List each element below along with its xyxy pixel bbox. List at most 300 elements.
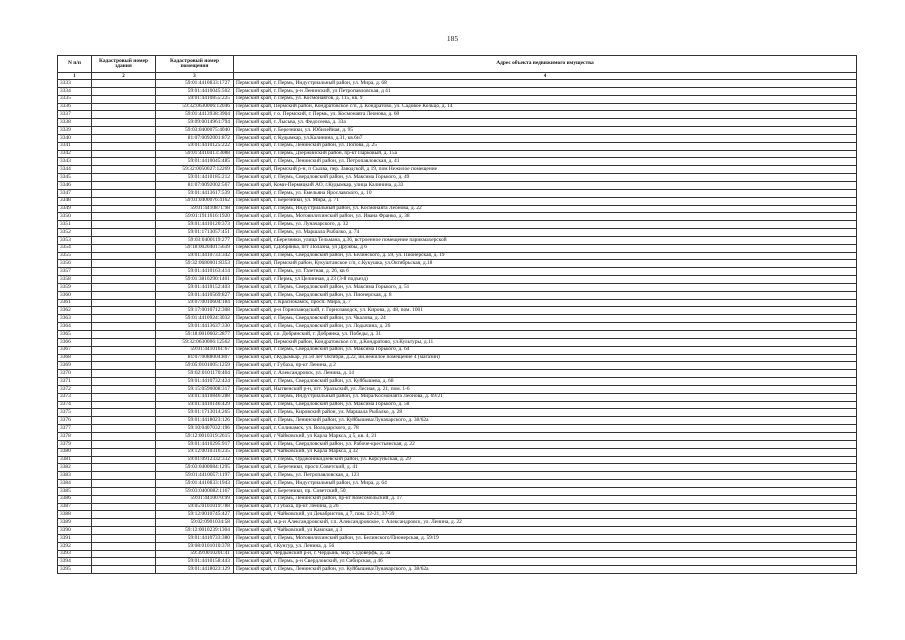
row-number: 3355 — [58, 252, 92, 260]
building-cadastral-cell — [92, 362, 156, 370]
row-number: 3358 — [58, 276, 92, 284]
premises-cadastral-cell: 59:32:0680001:8353 — [156, 260, 234, 268]
premises-cadastral-cell: 59:03:0400076:4162 — [156, 197, 234, 205]
row-number: 3359 — [58, 283, 92, 291]
row-number: 3369 — [58, 362, 92, 370]
row-number: 3333 — [58, 80, 92, 88]
address-cell: Пермский край, г. Пермь, р-н Ленинский, ул Петропавловская, д 41 — [234, 87, 857, 95]
row-number: 3385 — [58, 487, 92, 495]
row-number: 3393 — [58, 550, 92, 558]
address-cell: Пермский край, г. Пермь, Кировский район, ул. Маршала Рыбалко, д. 28 — [234, 409, 857, 417]
row-number: 3360 — [58, 291, 92, 299]
table-row — [58, 472, 857, 480]
address-cell: Пермский край, г. Кудымкар, ул.Калинина, д.31, кв.6н7 — [234, 134, 857, 142]
building-cadastral-cell — [92, 80, 156, 88]
address-cell: Пермский край, р-н Горнозаводский, г. Горнозаводск, ул. Кирова, д. 48, пом. 1001 — [234, 307, 857, 315]
table-row — [58, 307, 857, 315]
address-cell: Пермский край, г. Пермь, Ленинский район, ул. Куйбышева/Луначарского, д. 38/62а — [234, 417, 857, 425]
row-number: 3383 — [58, 472, 92, 480]
building-cadastral-cell — [92, 221, 156, 229]
row-number: 3391 — [58, 534, 92, 542]
building-cadastral-cell — [92, 425, 156, 433]
table-row — [58, 315, 857, 323]
row-number: 3363 — [58, 315, 92, 323]
table-row — [58, 323, 857, 331]
table-row — [58, 119, 857, 127]
address-cell: Пермский край, г. Пермь, Свердловский район, ул. Чкалова, д. 24 — [234, 315, 857, 323]
building-cadastral-cell — [92, 174, 156, 182]
address-cell: Пермский край, г Губаха, пр-кт Ленина, д 26 — [234, 503, 857, 511]
row-number: 3367 — [58, 346, 92, 354]
address-cell: Пермский край, г. Пермь, ул. Емельяна Ярославского, д. 10 — [234, 189, 857, 197]
row-number: 3390 — [58, 527, 92, 535]
table-row — [58, 236, 857, 244]
premises-cadastral-cell: 59:01:4410733:380 — [156, 534, 234, 542]
premises-cadastral-cell: 59:32:0050027:12269 — [156, 166, 234, 174]
address-cell: Пермский край, г. Пермь, Орджоникидзевский район, ул. Корсуньская, д. 29 — [234, 456, 857, 464]
premises-cadastral-cell: 59:03:0400075:4040 — [156, 127, 234, 135]
premises-cadastral-cell: 59:01:4410158:443 — [156, 558, 234, 566]
table-row — [58, 181, 857, 189]
address-cell: Пермский край, г. Пермь, ул. Космонавтов, д. 115, кв. 9 — [234, 95, 857, 103]
building-cadastral-cell — [92, 268, 156, 276]
address-cell: Пермский край, г. Пермь, Свердловский район, ул. Белинского, д. 59, ул. Пионерская, д. 19 — [234, 252, 857, 260]
property-table — [57, 55, 857, 574]
building-cadastral-cell — [92, 511, 156, 519]
premises-cadastral-cell: 59:05:0101005:1259 — [156, 362, 234, 370]
row-number: 3388 — [58, 511, 92, 519]
address-cell: Пермский край, м.р-н Александровский, г.п. Александровское, г. Александровск, ул. Ленина, д. 22 — [234, 519, 857, 527]
building-cadastral-cell — [92, 189, 156, 197]
row-number: 3346 — [58, 181, 92, 189]
row-number: 3366 — [58, 338, 92, 346]
header-premises-cadastral: Кадастровый номер помещения — [156, 56, 234, 73]
address-cell: Пермский край, г. Пермь, Ленинский район, ул. Петропавловская, д. 41 — [234, 158, 857, 166]
address-cell: Пермский край, г. Пермь, Индустриальный район, ул. Мира/Космонавта Леонова, д. 69/21 — [234, 393, 857, 401]
building-cadastral-cell — [92, 236, 156, 244]
premises-cadastral-cell: 59:01:4410855:225 — [156, 95, 234, 103]
address-cell: Пермский край, г. Лысьва, ул. Федосеева, д. 33а — [234, 119, 857, 127]
table-row — [58, 519, 857, 527]
building-cadastral-cell — [92, 260, 156, 268]
building-cadastral-cell — [92, 401, 156, 409]
building-cadastral-cell — [92, 166, 156, 174]
premises-cadastral-cell: 59:01:1713014:265 — [156, 409, 234, 417]
premises-cadastral-cell: 59:02:0901034:58 — [156, 519, 234, 527]
table-row — [58, 511, 857, 519]
address-cell: Пермский край, г. Краснокамск, просп. Мира, д. 7 — [234, 299, 857, 307]
table-row — [58, 166, 857, 174]
address-cell: Пермский край, г. Соликамск, ул. Володарского, д. 78 — [234, 425, 857, 433]
row-number: 3371 — [58, 378, 92, 386]
building-cadastral-cell — [92, 95, 156, 103]
address-cell: Пермский край, г. Пермь, Свердловский район, ул. Куйбышева, д. 68 — [234, 378, 857, 386]
address-cell: Пермский край, г. Пермь, ул. Газетная, д. 26, кв 6 — [234, 268, 857, 276]
address-cell: Пермский край, г.Кудымкар, ул.50 лет Октября, д.22, ин.нежилое помещение 4 (магазин) — [234, 354, 857, 362]
row-number: 3335 — [58, 95, 92, 103]
header-row-number: N п/п — [58, 56, 92, 73]
building-cadastral-cell — [92, 150, 156, 158]
premises-cadastral-cell: 59:01:4410146:429 — [156, 401, 234, 409]
row-number: 3382 — [58, 464, 92, 472]
premises-cadastral-cell: 59:01:4410161:67 — [156, 346, 234, 354]
row-number: 3392 — [58, 542, 92, 550]
building-cadastral-cell — [92, 205, 156, 213]
premises-cadastral-cell: 59:03:0400119:277 — [156, 236, 234, 244]
row-number: 3365 — [58, 331, 92, 339]
premises-cadastral-cell: 59:01:4410295:917 — [156, 440, 234, 448]
row-number: 3362 — [58, 307, 92, 315]
row-number: 3394 — [58, 558, 92, 566]
address-cell: Пермский край, Пермский р-н, п Сылва, пер. Заводской, д 19, пом Нежилое помещение — [234, 166, 857, 174]
address-cell: Пермский край, г. Пермь, ул. Петропавловская, д. 123 — [234, 472, 857, 480]
row-number: 3378 — [58, 432, 92, 440]
row-number: 3364 — [58, 323, 92, 331]
address-cell: Пермский край, г. Пермь, Свердловский район, ул. Максима Горького, д. 51 — [234, 283, 857, 291]
address-cell: Пермский край, г. Пермь, Свердловский район, ул. Максима Горького, д. 58 — [234, 401, 857, 409]
building-cadastral-cell — [92, 127, 156, 135]
premises-cadastral-cell: 59:02:0101170:404 — [156, 370, 234, 378]
table-row — [58, 495, 857, 503]
table-row — [58, 244, 857, 252]
building-cadastral-cell — [92, 158, 156, 166]
row-number: 3341 — [58, 142, 92, 150]
premises-cadastral-cell: 59:01:4410185:212 — [156, 174, 234, 182]
building-cadastral-cell — [92, 393, 156, 401]
row-number: 3352 — [58, 229, 92, 237]
row-number: 3354 — [58, 244, 92, 252]
building-cadastral-cell — [92, 315, 156, 323]
premises-cadastral-cell: 59:01:4413617:539 — [156, 189, 234, 197]
header-index-1: 1 — [58, 73, 92, 80]
table-row — [58, 480, 857, 488]
table-row — [58, 487, 857, 495]
address-cell: Пермский край, г. Березники, ул. Юбилейная, д. 95 — [234, 127, 857, 135]
address-cell: Пермский край, г.Добрянка, пгт Полазна, ул Дружбы, д 6 — [234, 244, 857, 252]
address-cell: Пермский край, г. Пермь, Индустриальный район, ул. Космонавта Леонова, д. 22 — [234, 205, 857, 213]
address-cell: Пермский край, Пермский район, Кондратовское с/п, д. Кондратово, ул. Садовое Кольцо, д. 14 — [234, 103, 857, 111]
header-address: Адрес объекта недвижимого имущества — [234, 56, 857, 73]
row-number: 3374 — [58, 401, 92, 409]
premises-cadastral-cell: 59:01:4413938:3904 — [156, 111, 234, 119]
address-cell: Пермский край, Пермский район, Кондратовское с/п, д.Кондратово, ул.Культуры, д.11 — [234, 338, 857, 346]
address-cell: Пермский край, г Чайковский, ул Декабристов, д 7, пом. 12-21, 37-39 — [234, 511, 857, 519]
building-cadastral-cell — [92, 276, 156, 284]
address-cell: Пермский край, Пермский район, Кукуштанское с/п, с.Кукушка, ул.Октябрьская, д.18 — [234, 260, 857, 268]
row-number: 3373 — [58, 393, 92, 401]
table-row — [58, 127, 857, 135]
premises-cadastral-cell: 59:08:0101010:378 — [156, 542, 234, 550]
address-cell: Пермский край, г. Пермь, Индустриальный район, ул. Мира, д. 68 — [234, 80, 857, 88]
row-number: 3381 — [58, 456, 92, 464]
building-cadastral-cell — [92, 229, 156, 237]
building-cadastral-cell — [92, 385, 156, 393]
table-row — [58, 393, 857, 401]
premises-cadastral-cell: 59:18:0010602:2877 — [156, 331, 234, 339]
building-cadastral-cell — [92, 487, 156, 495]
row-number: 3372 — [58, 385, 92, 393]
address-cell: Пермский край, г о. Пермский, г. Пермь, ул. Космонавта Леонова, д. 60 — [234, 111, 857, 119]
building-cadastral-cell — [92, 119, 156, 127]
row-number: 3343 — [58, 158, 92, 166]
table-row — [58, 527, 857, 535]
building-cadastral-cell — [92, 542, 156, 550]
building-cadastral-cell — [92, 448, 156, 456]
premises-cadastral-cell: 59:01:4410045:485 — [156, 158, 234, 166]
premises-cadastral-cell: 59:01:4410070:99 — [156, 495, 234, 503]
row-number: 3336 — [58, 103, 92, 111]
premises-cadastral-cell: 59:01:4410846:288 — [156, 393, 234, 401]
building-cadastral-cell — [92, 472, 156, 480]
table-row — [58, 197, 857, 205]
building-cadastral-cell — [92, 181, 156, 189]
row-number: 3338 — [58, 119, 92, 127]
address-cell: Пермский край, г. Александровск, ул. Ленина, д. 14 — [234, 370, 857, 378]
table-row — [58, 534, 857, 542]
building-cadastral-cell — [92, 527, 156, 535]
row-number: 3348 — [58, 197, 92, 205]
premises-cadastral-cell: 59:01:4410733:342 — [156, 252, 234, 260]
premises-cadastral-cell: 59:18:0020401:5639 — [156, 244, 234, 252]
row-number: 3334 — [58, 87, 92, 95]
premises-cadastral-cell: 59:05:0101019:788 — [156, 503, 234, 511]
address-cell: Пермский край, Чердынский р-н, г. Чердынь, мкр. Судоверфь, д. 3а — [234, 550, 857, 558]
table-row — [58, 268, 857, 276]
row-number: 3368 — [58, 354, 92, 362]
table-row — [58, 283, 857, 291]
address-cell: Пермский край, Коми-Пермяцкий АО, г.Кудымкар, улица Калинина, д.33 — [234, 181, 857, 189]
address-cell: Пермский край, г. Пермь, ул. Маршала Рыбалко, д. 74 — [234, 229, 857, 237]
address-cell: Пермский край, Нытвенский р-н, пгт. Уральский, ул. Лесная, д. 21, пом. 1-6 — [234, 385, 857, 393]
table-row — [58, 111, 857, 119]
header-building-cadastral: Кадастровый номер здания — [92, 56, 156, 73]
address-cell: Пермский край, г. Пермь, Мотовилихинский район, ул. Ивана Франко, д. 38 — [234, 213, 857, 221]
premises-cadastral-cell: 59:01:1713057:451 — [156, 229, 234, 237]
table-row — [58, 338, 857, 346]
table-row — [58, 276, 857, 284]
row-number: 3344 — [58, 166, 92, 174]
premises-cadastral-cell: 59:12:0010316:235 — [156, 448, 234, 456]
table-row — [58, 331, 857, 339]
building-cadastral-cell — [92, 480, 156, 488]
table-row — [58, 189, 857, 197]
page-number: 185 — [446, 34, 459, 43]
premises-cadastral-cell: 59:01:4410413:3088 — [156, 150, 234, 158]
premises-cadastral-cell: 59:01:4410833:1727 — [156, 80, 234, 88]
building-cadastral-cell — [92, 346, 156, 354]
address-cell: Пермский край, г. Пермь, Дзержинский район, пр-кт Парковый, д. 15а — [234, 150, 857, 158]
address-cell: Пермский край, г. Березники, ул. Мира, д. 71 — [234, 197, 857, 205]
address-cell: Пермский край, г. Пермь, Ленинский район, ул. Куйбышева/Луначарского, д. 38/62а — [234, 566, 857, 574]
address-cell: Пермский край, г.Березники, улица Тельмана, д.36, встроенное помещение парикмахерской — [234, 236, 857, 244]
building-cadastral-cell — [92, 244, 156, 252]
building-cadastral-cell — [92, 252, 156, 260]
building-cadastral-cell — [92, 440, 156, 448]
address-cell: Пермский край, г. Пермь, Свердловский район, ул. Максима Горького, д. 64 — [234, 346, 857, 354]
premises-cadastral-cell: 59:12:0010745:427 — [156, 511, 234, 519]
row-number: 3379 — [58, 440, 92, 448]
row-number: 3342 — [58, 150, 92, 158]
row-number: 3376 — [58, 417, 92, 425]
table-row — [58, 260, 857, 268]
building-cadastral-cell — [92, 307, 156, 315]
building-cadastral-cell — [92, 409, 156, 417]
building-cadastral-cell — [92, 558, 156, 566]
table-row — [58, 550, 857, 558]
building-cadastral-cell — [92, 534, 156, 542]
premises-cadastral-cell: 59:01:4410057:1197 — [156, 472, 234, 480]
address-cell: Пермский край, г.Кунгур, ул. Ленина, д. 56 — [234, 542, 857, 550]
row-number: 3386 — [58, 495, 92, 503]
premises-cadastral-cell: 59:01:4410833:1943 — [156, 480, 234, 488]
row-number: 3350 — [58, 213, 92, 221]
table-row — [58, 205, 857, 213]
premises-cadastral-cell: 59:01:4418023:129 — [156, 566, 234, 574]
premises-cadastral-cell: 59:03:0400084:1295 — [156, 464, 234, 472]
table-row — [58, 134, 857, 142]
table-row — [58, 346, 857, 354]
row-number: 3356 — [58, 260, 92, 268]
premises-cadastral-cell: 59:03:0400082:1167 — [156, 487, 234, 495]
row-number: 3353 — [58, 236, 92, 244]
table-row — [58, 103, 857, 111]
table-row — [58, 158, 857, 166]
address-cell: Пермский край, г Губаха, пр-кт Ленина, д 2 — [234, 362, 857, 370]
table-row — [58, 354, 857, 362]
header-index-3: 3 — [156, 73, 234, 80]
row-number: 3337 — [58, 111, 92, 119]
building-cadastral-cell — [92, 464, 156, 472]
building-cadastral-cell — [92, 299, 156, 307]
building-cadastral-cell — [92, 213, 156, 221]
row-number: 3349 — [58, 205, 92, 213]
premises-cadastral-cell: 59:10:0407032:196 — [156, 425, 234, 433]
row-number: 3345 — [58, 174, 92, 182]
premises-cadastral-cell: 81:07:0092001:872 — [156, 134, 234, 142]
address-cell: Пермский край, г. Пермь, Ленинский район, пр-кт Комсомольский, д. 17 — [234, 495, 857, 503]
table-row — [58, 409, 857, 417]
table-row — [58, 566, 857, 574]
row-number: 3347 — [58, 189, 92, 197]
premises-cadastral-cell: 59:01:4410163:414 — [156, 268, 234, 276]
building-cadastral-cell — [92, 370, 156, 378]
table-row — [58, 229, 857, 237]
row-number: 3395 — [58, 566, 92, 574]
address-cell: Пермский край, г.о. Добрянский, г. Добрянка, ул. Победы, д. 31 — [234, 331, 857, 339]
building-cadastral-cell — [92, 503, 156, 511]
table-row — [58, 503, 857, 511]
address-cell: Пермский край, г. Пермь, Свердловский район, ул. Рабоче-крестьянская, д. 22 — [234, 440, 857, 448]
table-row — [58, 432, 857, 440]
row-number: 3375 — [58, 409, 92, 417]
building-cadastral-cell — [92, 323, 156, 331]
building-cadastral-cell — [92, 103, 156, 111]
premises-cadastral-cell: 59:01:4410045:502 — [156, 87, 234, 95]
building-cadastral-cell — [92, 331, 156, 339]
premises-cadastral-cell: 81:07:0092002:567 — [156, 181, 234, 189]
table-row — [58, 299, 857, 307]
table-row — [58, 464, 857, 472]
premises-cadastral-cell: 59:01:4410125:222 — [156, 142, 234, 150]
row-number: 3370 — [58, 370, 92, 378]
building-cadastral-cell — [92, 134, 156, 142]
table-row — [58, 448, 857, 456]
header-index-2: 2 — [92, 73, 156, 80]
row-number: 3377 — [58, 425, 92, 433]
row-number: 3351 — [58, 221, 92, 229]
row-number: 3380 — [58, 448, 92, 456]
building-cadastral-cell — [92, 142, 156, 150]
table-row — [58, 385, 857, 393]
premises-cadastral-cell: 59:32:0630006:12562 — [156, 338, 234, 346]
building-cadastral-cell — [92, 566, 156, 574]
table-row — [58, 174, 857, 182]
table-row — [58, 362, 857, 370]
premises-cadastral-cell: 59:01:1911616:1920 — [156, 213, 234, 221]
table-row — [58, 213, 857, 221]
address-cell: Пермский край, г. Пермь, ул. Луначарского, д. 32 — [234, 221, 857, 229]
address-cell: Пермский край, г Чайковский, ул Карла Маркса, д 32 — [234, 448, 857, 456]
premises-cadastral-cell: 59:01:3810290:1401 — [156, 276, 234, 284]
premises-cadastral-cell: 59:01:4410569:827 — [156, 291, 234, 299]
address-cell: Пермский край, г. Пермь, р-н Свердловский, ул Сибирская, д 46 — [234, 558, 857, 566]
table-row — [58, 95, 857, 103]
address-cell: Пермский край, г Пермь, ул Целинная, д 23 (3-й подъезд) — [234, 276, 857, 284]
building-cadastral-cell — [92, 550, 156, 558]
address-cell: Пермский край, г Чайковский, ул Карла Маркса, д 5, кв. 4, 21 — [234, 432, 857, 440]
premises-cadastral-cell: 59:01:4418023:126 — [156, 417, 234, 425]
building-cadastral-cell — [92, 495, 156, 503]
table-row — [58, 456, 857, 464]
premises-cadastral-cell: 59:01:4410152:403 — [156, 283, 234, 291]
table-row — [58, 221, 857, 229]
address-cell: Пермский край, г. Пермь, Ленинский район, ул. Попова, д. 25 — [234, 142, 857, 150]
row-number: 3339 — [58, 127, 92, 135]
table-row — [58, 542, 857, 550]
address-cell: Пермский край, г. Пермь, Свердловский район, ул. Лодычина, д. 26 — [234, 323, 857, 331]
address-cell: Пермский край, г. Пермь, Индустриальный район, ул. Мира, д. 64 — [234, 480, 857, 488]
table-row — [58, 401, 857, 409]
building-cadastral-cell — [92, 354, 156, 362]
premises-cadastral-cell: 59:01:0912332:332 — [156, 456, 234, 464]
table-body — [58, 80, 857, 574]
premises-cadastral-cell: 59:01:4410732:424 — [156, 378, 234, 386]
building-cadastral-cell — [92, 197, 156, 205]
building-cadastral-cell — [92, 283, 156, 291]
table-row — [58, 252, 857, 260]
address-cell: Пермский край, г. Пермь, Свердловский район, ул. Пионерская, д. 8 — [234, 291, 857, 299]
row-number: 3384 — [58, 480, 92, 488]
table-row — [58, 370, 857, 378]
building-cadastral-cell — [92, 417, 156, 425]
row-number: 3340 — [58, 134, 92, 142]
building-cadastral-cell — [92, 291, 156, 299]
table-row — [58, 417, 857, 425]
row-number: 3357 — [58, 268, 92, 276]
premises-cadastral-cell: 81:07:0088004:807 — [156, 354, 234, 362]
table-row — [58, 425, 857, 433]
table-row — [58, 87, 857, 95]
header-index-4: 4 — [234, 73, 857, 80]
building-cadastral-cell — [92, 432, 156, 440]
table-row — [58, 558, 857, 566]
row-number: 3389 — [58, 519, 92, 527]
premises-cadastral-cell: 59:12:0010319:2615 — [156, 432, 234, 440]
row-number: 3361 — [58, 299, 92, 307]
address-cell: Пермский край, г. Пермь, Свердловский район, ул. Максима Горького, д. 49 — [234, 174, 857, 182]
table-row — [58, 291, 857, 299]
address-cell: Пермский край, г. Березники, пр. Советский, 50 — [234, 487, 857, 495]
